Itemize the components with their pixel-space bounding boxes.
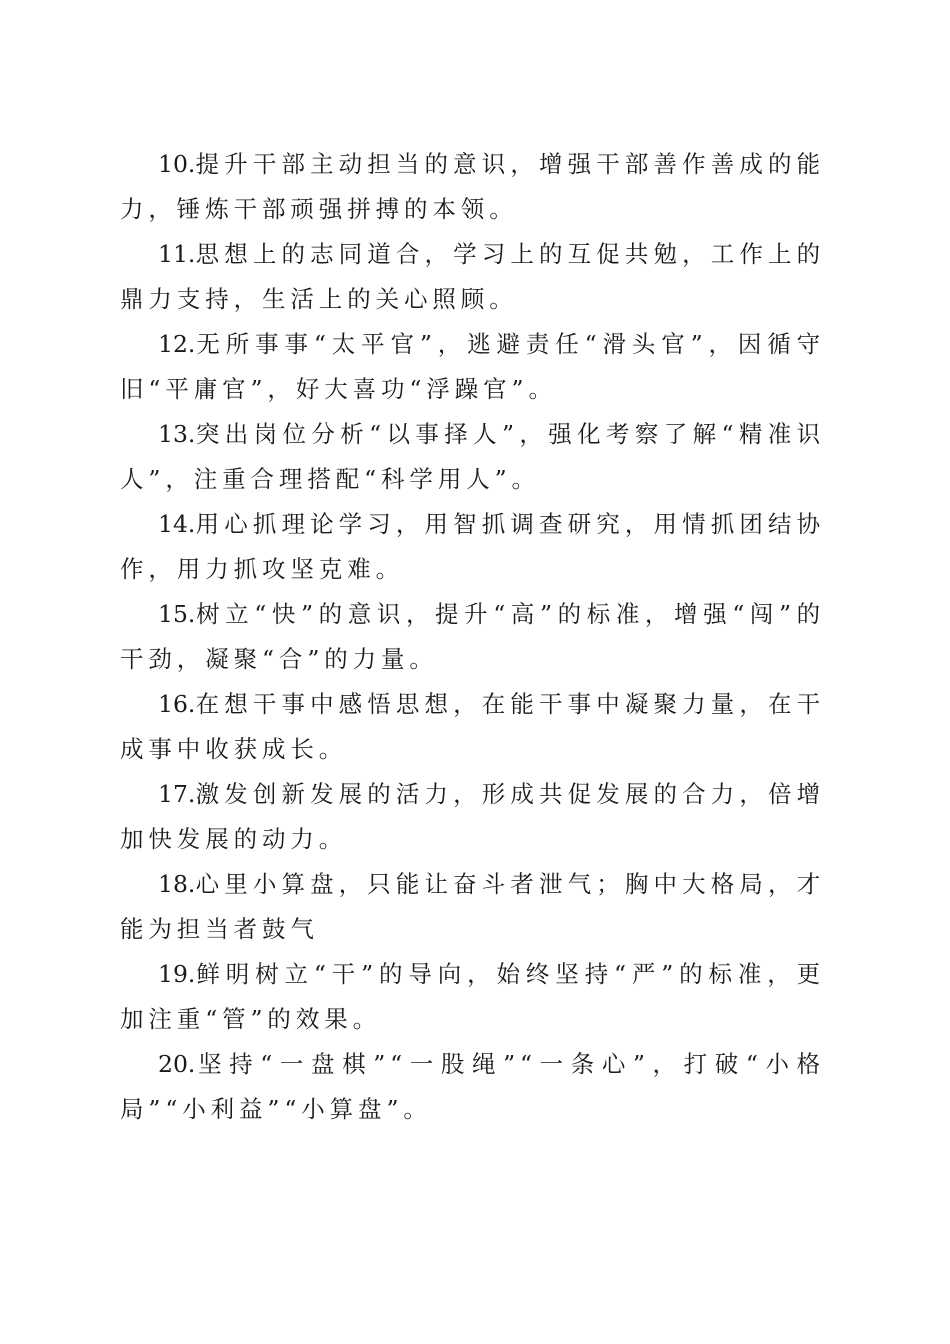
list-item xyxy=(120,142,825,232)
item-number: 20. xyxy=(158,1050,196,1078)
list-item xyxy=(120,1042,825,1132)
list-item xyxy=(120,412,825,502)
item-text: 树立“快”的意识，提升“高”的标准，增强“闯”的干劲，凝聚“合”的力量。 xyxy=(120,600,825,673)
item-text: 激发创新发展的活力，形成共促发展的合力，倍增加快发展的动力。 xyxy=(120,780,825,853)
item-number: 16. xyxy=(158,690,196,718)
item-text: 鲜明树立“干”的导向，始终坚持“严”的标准，更加注重“管”的效果。 xyxy=(120,960,825,1033)
item-number: 18. xyxy=(158,870,196,898)
item-number: 15. xyxy=(158,600,196,628)
item-text: 突出岗位分析“以事择人”，强化考察了解“精准识人”，注重合理搭配“科学用人”。 xyxy=(120,420,825,493)
item-text: 思想上的志同道合，学习上的互促共勉，工作上的鼎力支持，生活上的关心照顾。 xyxy=(120,240,825,313)
list-item xyxy=(120,592,825,682)
list-item xyxy=(120,772,825,862)
list-item xyxy=(120,232,825,322)
item-text: 无所事事“太平官”，逃避责任“滑头官”，因循守旧“平庸官”，好大喜功“浮躁官”。 xyxy=(120,330,825,403)
item-number: 17. xyxy=(158,780,196,808)
item-text: 在想干事中感悟思想，在能干事中凝聚力量，在干成事中收获成长。 xyxy=(120,690,825,763)
item-text: 心里小算盘，只能让奋斗者泄气；胸中大格局，才能为担当者鼓气 xyxy=(120,870,825,943)
item-text: 用心抓理论学习，用智抓调查研究，用情抓团结协作，用力抓攻坚克难。 xyxy=(120,510,825,583)
list-item xyxy=(120,682,825,772)
list-item xyxy=(120,502,825,592)
item-text: 提升干部主动担当的意识，增强干部善作善成的能力，锤炼干部顽强拼搏的本领。 xyxy=(120,150,825,223)
list-item xyxy=(120,322,825,412)
list-item xyxy=(120,862,825,952)
item-number: 12. xyxy=(158,330,196,358)
item-number: 19. xyxy=(158,960,196,988)
item-number: 13. xyxy=(158,420,196,448)
list-item xyxy=(120,952,825,1042)
document-body xyxy=(120,142,825,1132)
item-number: 11. xyxy=(158,240,196,268)
item-number: 10. xyxy=(158,150,196,178)
item-number: 14. xyxy=(158,510,196,538)
item-text: 坚持“一盘棋”“一股绳”“一条心”，打破“小格局”“小利益”“小算盘”。 xyxy=(120,1050,825,1123)
